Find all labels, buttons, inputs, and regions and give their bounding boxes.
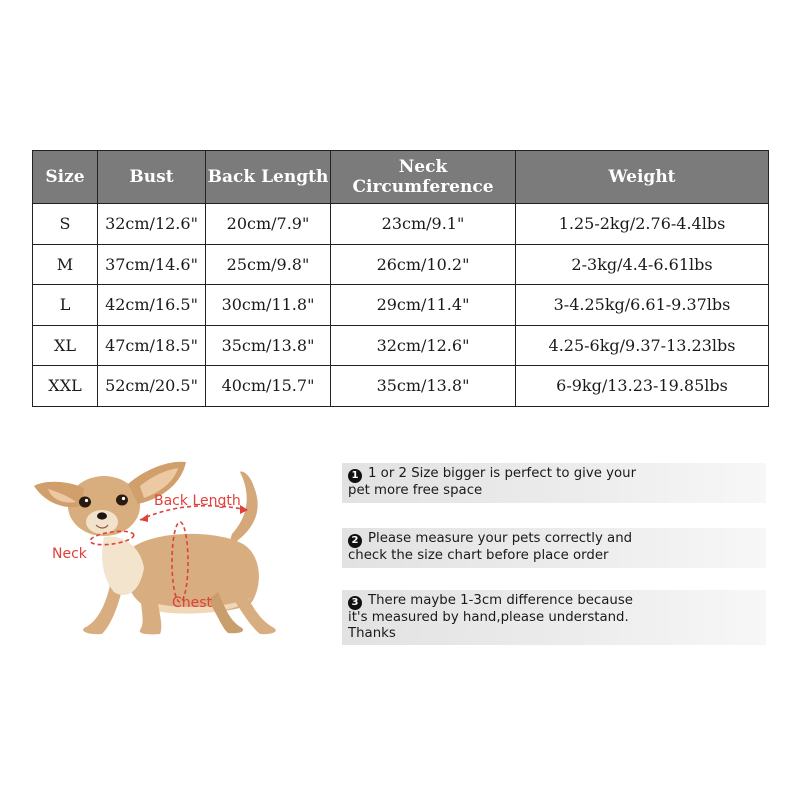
bust-cell: 42cm/16.5" <box>98 285 206 326</box>
size-cell: M <box>33 244 98 285</box>
neck-cell: 35cm/13.8" <box>331 366 516 407</box>
weight-cell: 2-3kg/4.4-6.61lbs <box>516 244 769 285</box>
size-cell: S <box>33 204 98 245</box>
neck-cell: 23cm/9.1" <box>331 204 516 245</box>
size-cell: XL <box>33 325 98 366</box>
weight-cell: 4.25-6kg/9.37-13.23lbs <box>516 325 769 366</box>
neck-label: Neck <box>52 546 87 562</box>
number-2-icon: 2 <box>348 534 362 548</box>
size-cell: XXL <box>33 366 98 407</box>
neck-cell: 29cm/11.4" <box>331 285 516 326</box>
tip-2 <box>342 528 766 568</box>
column-header-bust: Bust <box>98 151 206 204</box>
table-row <box>33 285 769 326</box>
tip-3-line-1: There maybe 1-3cm difference because <box>368 593 633 608</box>
size-cell: L <box>33 285 98 326</box>
table-header-row <box>33 151 769 204</box>
bust-cell: 47cm/18.5" <box>98 325 206 366</box>
chest-label: Chest <box>172 595 213 611</box>
number-3-icon: 3 <box>348 596 362 610</box>
tip-1 <box>342 463 766 503</box>
column-header-back-length: Back Length <box>206 151 331 204</box>
column-header-size: Size <box>33 151 98 204</box>
number-1-icon: 1 <box>348 469 362 483</box>
tip-3 <box>342 590 766 645</box>
back-length-cell: 25cm/9.8" <box>206 244 331 285</box>
weight-cell: 3-4.25kg/6.61-9.37lbs <box>516 285 769 326</box>
bust-cell: 32cm/12.6" <box>98 204 206 245</box>
column-header-weight: Weight <box>516 151 769 204</box>
table-row <box>33 325 769 366</box>
column-header-neck-circumference: Neck Circumference <box>331 151 516 204</box>
table-row <box>33 366 769 407</box>
back-length-cell: 30cm/11.8" <box>206 285 331 326</box>
dog-measurement-illustration <box>28 452 328 644</box>
table-row <box>33 204 769 245</box>
neck-cell: 32cm/12.6" <box>331 325 516 366</box>
tip-3-line-3: Thanks <box>348 625 396 641</box>
bust-cell: 52cm/20.5" <box>98 366 206 407</box>
tip-2-line-1: Please measure your pets correctly and <box>368 531 633 546</box>
back-length-cell: 35cm/13.8" <box>206 325 331 366</box>
back-length-cell: 20cm/7.9" <box>206 204 331 245</box>
table-row <box>33 244 769 285</box>
tip-3-line-2: it's measured by hand,please understand. <box>348 610 629 625</box>
weight-cell: 1.25-2kg/2.76-4.4lbs <box>516 204 769 245</box>
tip-2-line-2: check the size chart before place order <box>348 548 609 563</box>
neck-cell: 26cm/10.2" <box>331 244 516 285</box>
back-length-label: Back Length <box>154 493 241 509</box>
back-length-cell: 40cm/15.7" <box>206 366 331 407</box>
bust-cell: 37cm/14.6" <box>98 244 206 285</box>
weight-cell: 6-9kg/13.23-19.85lbs <box>516 366 769 407</box>
tip-1-line-2: pet more free space <box>348 483 483 498</box>
tip-1-line-1: 1 or 2 Size bigger is perfect to give your <box>368 466 637 481</box>
size-chart-table <box>32 150 769 407</box>
